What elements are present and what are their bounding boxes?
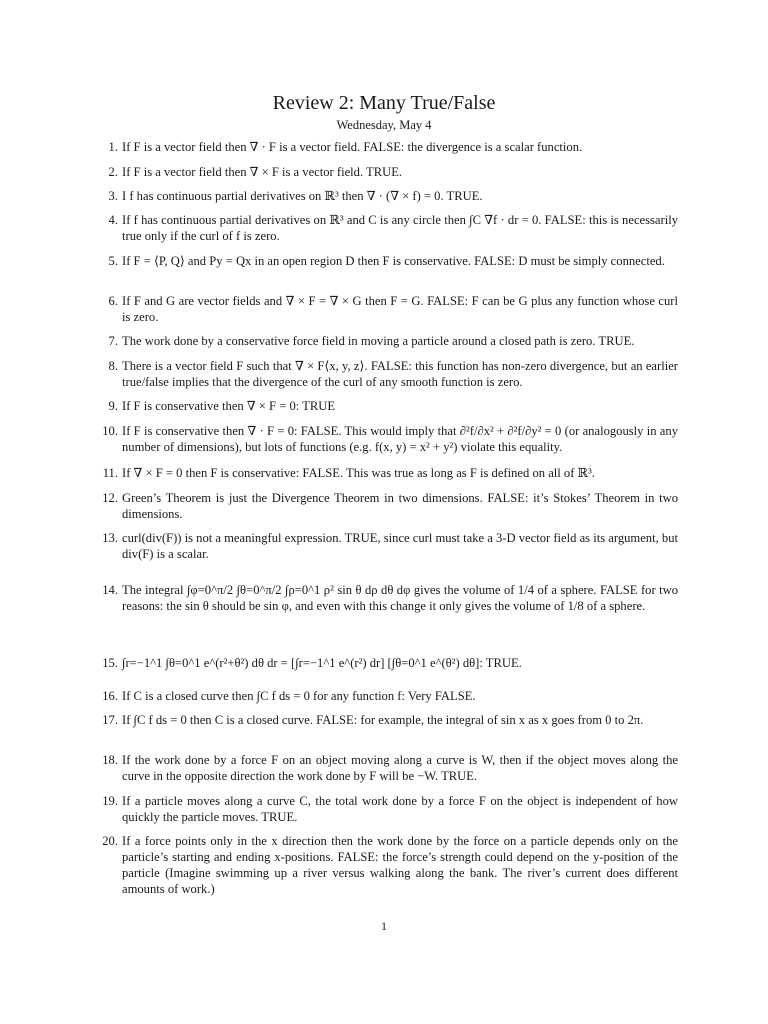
item-number: 5. (108, 254, 118, 268)
item-number: 11. (102, 466, 118, 480)
item-number: 12. (102, 491, 118, 505)
item-number: 15. (102, 656, 118, 670)
item-text: If a force points only in the x direction then the work done by the force on a particle depends only on the particle’s starting and ending x-positions. FALSE: the force’s strength could depend on the y-position of the particle (Imagine swimming up a river versus walking along the bank. The river’s current does different amounts of work.) (122, 834, 678, 896)
item-text: If ∇ × F = 0 then F is conservative: FALSE. This was true as long as F is defined on all of ℝ³. (122, 466, 595, 480)
item-text: I f has continuous partial derivatives on ℝ³ then ∇ · (∇ × f) = 0. TRUE. (122, 189, 483, 203)
page-number: 1 (381, 919, 387, 933)
item-number: 19. (102, 794, 118, 808)
item-text: If f has continuous partial derivatives on ℝ³ and C is any circle then ∫C ∇f · dr = 0. FALSE: this is necessarily true only if the curl of f is zero. (122, 213, 678, 243)
item-text: If F is conservative then ∇ × F = 0: TRUE (122, 399, 336, 413)
item-text: Green’s Theorem is just the Divergence Theorem in two dimensions. FALSE: it’s Stokes’ Theorem in two dimensions. (122, 491, 678, 521)
item-text: If F = ⟨P, Q⟩ and Py = Qx in an open region D then F is conservative. FALSE: D must be simply connected. (122, 254, 665, 268)
item-text: The integral ∫φ=0^π/2 ∫θ=0^π/2 ∫ρ=0^1 ρ² sin θ dρ dθ dφ gives the volume of 1/4 of a sphere. FALSE for two reasons: the sin θ should be sin φ, and even with this change it only gives the volume of 1/8 of a sphere. (122, 583, 678, 613)
item-text: The work done by a conservative force field in moving a particle around a closed path is zero. TRUE. (122, 334, 635, 348)
page-title: Review 2: Many True/False (272, 92, 496, 114)
item-number: 17. (102, 713, 118, 727)
item-number: 18. (102, 753, 118, 767)
item-text: If C is a closed curve then ∫C f ds = 0 for any function f: Very FALSE. (122, 689, 476, 703)
item-number: 8. (108, 359, 118, 373)
item-text: There is a vector field F such that ∇ × F⟨x, y, z⟩. FALSE: this function has non-zero divergence, but an earlier true/false implies that the divergence of the curl of any smooth function is zero. (122, 359, 678, 389)
item-number: 2. (108, 165, 118, 179)
item-number: 9. (108, 399, 118, 413)
item-text: If F is a vector field then ∇ · F is a vector field. FALSE: the divergence is a scalar function. (122, 140, 583, 154)
item-text: If F is conservative then ∇ · F = 0: FALSE. This would imply that ∂²f/∂x² + ∂²f/∂y² = 0 (or analogously in any number of dimensions), but lots of functions (e.g. f(x, y) = x² + y²) violate this equality. (122, 424, 678, 454)
item-number: 16. (102, 689, 118, 703)
item-text: If the work done by a force F on an object moving along a curve is W, then if the object moves along the curve in the opposite direction the work done by F will be −W. TRUE. (122, 753, 678, 783)
item-text: If ∫C f ds = 0 then C is a closed curve. FALSE: for example, the integral of sin x as x goes from 0 to 2π. (122, 713, 644, 727)
item-text: If F and G are vector fields and ∇ × F = ∇ × G then F = G. FALSE: F can be G plus any function whose curl is zero. (122, 294, 678, 324)
item-number: 20. (102, 834, 118, 848)
item-text: If F is a vector field then ∇ × F is a vector field. TRUE. (122, 165, 403, 179)
item-number: 14. (102, 583, 118, 597)
item-text: If a particle moves along a curve C, the total work done by a force F on the object is independent of how quickly the particle moves. TRUE. (122, 794, 678, 824)
item-number: 6. (108, 294, 118, 308)
item-number: 1. (108, 140, 118, 154)
item-number: 13. (102, 531, 118, 545)
item-number: 4. (108, 213, 118, 227)
item-number: 3. (108, 189, 118, 203)
item-text: curl(div(F)) is not a meaningful expression. TRUE, since curl must take a 3-D vector field as its argument, but div(F) is a scalar. (122, 531, 678, 561)
item-number: 7. (108, 334, 118, 348)
item-text: ∫r=−1^1 ∫θ=0^1 e^(r²+θ²) dθ dr = [∫r=−1^1 e^(r²) dr] [∫θ=0^1 e^(θ²) dθ]: TRUE. (122, 656, 522, 670)
item-number: 10. (102, 424, 118, 438)
page-date: Wednesday, May 4 (336, 118, 432, 132)
